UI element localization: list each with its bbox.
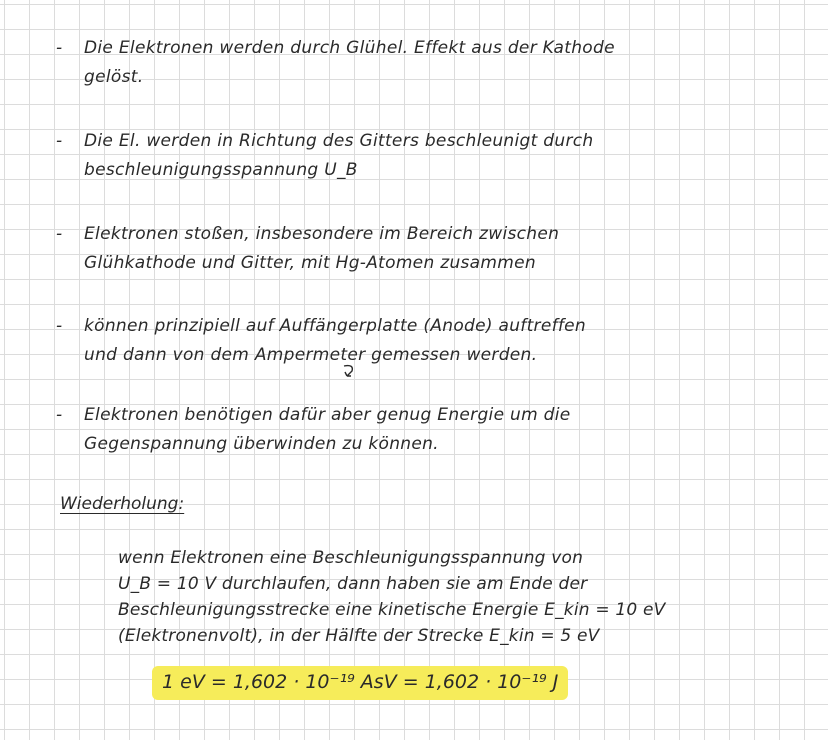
bullet-text (56, 34, 756, 92)
recap-paragraph (118, 545, 758, 649)
bullet-line: Die Elektronen werden durch Glühel. Effekt aus der Kathode (84, 38, 615, 58)
bullet-dash: - (56, 38, 63, 58)
bullet-line: Elektronen benötigen dafür aber genug Energie um die (84, 405, 571, 425)
bullet-item (56, 312, 756, 370)
bullet-text (56, 401, 756, 459)
bullet-dash: - (56, 224, 63, 244)
bullet-line: Elektronen stoßen, insbesondere im Bereich zwischen (84, 224, 560, 244)
recap-line: U_B = 10 V durchlaufen, dann haben sie am Ende der (118, 574, 588, 594)
highlighted-formula: 1 eV = 1,602 · 10⁻¹⁹ AsV = 1,602 · 10⁻¹⁹ J (152, 666, 568, 700)
recap-line: (Elektronenvolt), in der Hälfte der Strecke E_kin = 5 eV (118, 626, 600, 646)
recap-line: Beschleunigungsstrecke eine kinetische Energie E_kin = 10 eV (118, 600, 666, 620)
bullet-item (56, 127, 756, 185)
bullet-line: Die El. werden in Richtung des Gitters beschleunigt durch (84, 131, 594, 151)
bullet-dash: - (56, 131, 63, 151)
bullet-text (56, 220, 756, 278)
bullet-line: können prinzipiell auf Auffängerplatte (Anode) auftreffen (84, 316, 587, 336)
bullet-line: und dann von dem Ampermeter gemessen werden. (84, 345, 538, 365)
bullet-line: Gegenspannung überwinden zu können. (84, 434, 439, 454)
hook-arrow-icon (342, 364, 360, 384)
bullet-text (56, 127, 756, 185)
bullet-line: gelöst. (84, 67, 144, 87)
bullet-dash: - (56, 316, 63, 336)
bullet-line: beschleunigungsspannung U_B (84, 160, 358, 180)
bullet-item (56, 401, 756, 459)
section-title: Wiederholung: (60, 494, 185, 514)
bullet-item (56, 34, 756, 92)
bullet-text (56, 312, 756, 370)
bullet-line: Glühkathode und Gitter, mit Hg-Atomen zusammen (84, 253, 536, 273)
bullet-item (56, 220, 756, 278)
recap-line: wenn Elektronen eine Beschleunigungsspannung von (118, 548, 584, 568)
bullet-dash: - (56, 405, 63, 425)
